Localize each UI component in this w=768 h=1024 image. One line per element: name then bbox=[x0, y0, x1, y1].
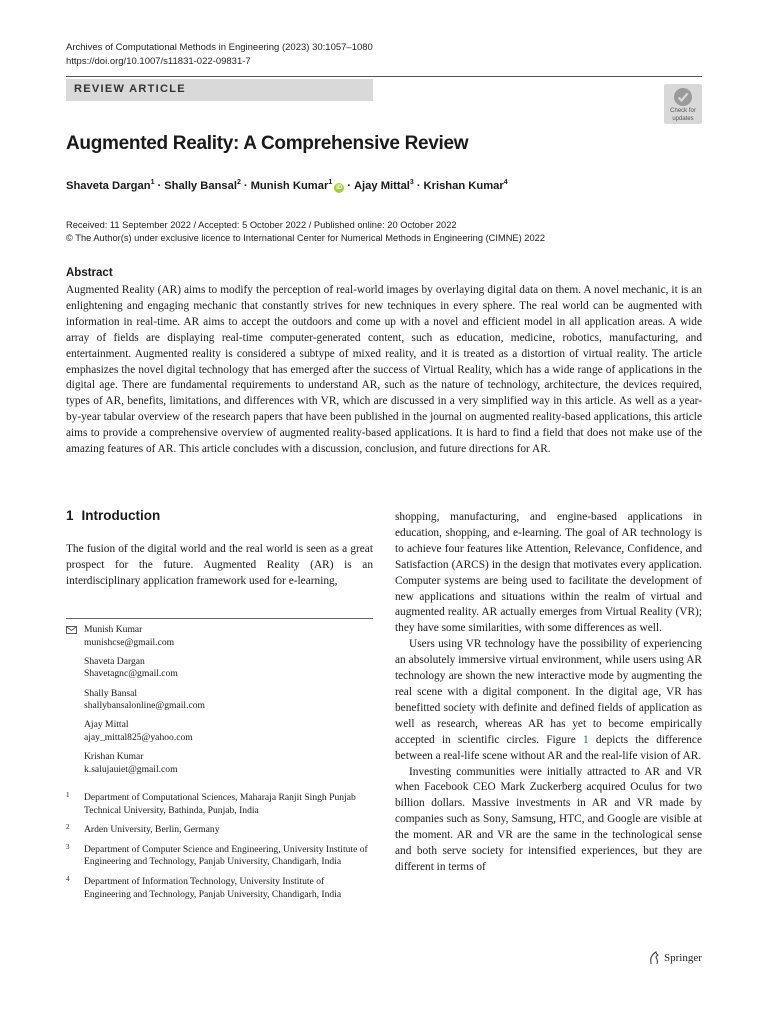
affiliation-text: Arden University, Berlin, Germany bbox=[84, 824, 220, 836]
author-affiliation-mark: 4 bbox=[503, 179, 508, 186]
badge-text-line2: updates bbox=[672, 115, 694, 122]
paragraph-text: depicts the difference between a real-life scene without AR and the real-life vision of AR. bbox=[395, 733, 702, 762]
figure-reference-link[interactable]: 1 bbox=[583, 733, 589, 746]
affiliation-number: 1 bbox=[66, 791, 70, 799]
affiliation-item bbox=[66, 792, 373, 817]
copyright-line: © The Author(s) under exclusive licence to International Center for Numerical Methods in Engineering (CIMNE) 2022 bbox=[66, 233, 545, 243]
affiliation-number: 4 bbox=[66, 874, 70, 883]
orcid-icon[interactable]: iD bbox=[336, 185, 343, 191]
contact-name: Munish Kumar bbox=[84, 624, 143, 635]
intro-paragraph-left: The fusion of the digital world and the real world is seen as a great prospect for the future. Augmented Reality (AR) is an interdisciplinary application framework used for e-learning, bbox=[66, 543, 373, 587]
contact-name: Ajay Mittal bbox=[84, 719, 129, 731]
doi-link[interactable]: https://doi.org/10.1007/s11831-022-09831-7 bbox=[66, 56, 251, 67]
footnote-rule bbox=[66, 618, 373, 619]
affiliation-number: 3 bbox=[66, 842, 70, 851]
publisher-logo bbox=[648, 951, 702, 965]
author-affiliation-mark: 2 bbox=[236, 179, 241, 186]
intro-paragraph: Investing communities were initially attracted to AR and VR when Facebook CEO Mark Zuckerberg acquired Oculus for two billion dollars. Massive investments in AR and VR made by companies such as Sony, Samsung, HTC, and Google are visible at the moment. AR and VR are the same in the technological sense and both serve society for intensified experiences, but they are different in terms of bbox=[395, 765, 702, 873]
publisher-name: Springer bbox=[664, 952, 702, 964]
contact-email[interactable]: munishcse@gmail.com bbox=[84, 636, 175, 648]
author-affiliation-mark: 3 bbox=[409, 179, 414, 186]
affiliation-number: 2 bbox=[66, 823, 70, 832]
article-title: Augmented Reality: A Comprehensive Review bbox=[66, 133, 469, 154]
intro-paragraph bbox=[395, 637, 702, 764]
author-name[interactable]: Shally Bansal bbox=[164, 180, 237, 192]
affiliation-list bbox=[66, 792, 373, 908]
contact-item bbox=[84, 624, 374, 649]
history-dates: Received: 11 September 2022 / Accepted: 5 October 2022 / Published online: 20 October 2022 bbox=[66, 220, 457, 230]
contact-item bbox=[84, 719, 374, 744]
check-updates-icon bbox=[673, 87, 693, 107]
section-heading bbox=[66, 508, 160, 523]
author-affiliation-mark: 1 bbox=[328, 179, 333, 186]
contact-email[interactable]: k.salujauiet@gmail.com bbox=[84, 763, 178, 775]
contact-name: Krishan Kumar bbox=[84, 751, 144, 763]
contact-name: Shaveta Dargan bbox=[84, 655, 145, 667]
contact-item bbox=[84, 688, 374, 713]
affiliation-text: Department of Information Technology, University Institute of Engineering and Technology, Panjab University, Chandigarh, India bbox=[84, 875, 342, 900]
affiliation-text: Department of Computational Sciences, Maharaja Ranjit Singh Punjab Technical University, Bathinda, Punjab, India bbox=[84, 792, 356, 816]
abstract-heading: Abstract bbox=[66, 267, 113, 279]
author-list: Shaveta Dargan$^1$ · Shally Bansal$^2$ · Munish Kumar$^1$iD · Ajay Mittal$^3$ · Krishan Kumar$^4$ bbox=[66, 179, 508, 192]
author-name[interactable]: Shaveta Dargan bbox=[66, 180, 151, 192]
author-affiliation-mark: 1 bbox=[150, 179, 155, 186]
affiliation-item bbox=[66, 844, 373, 869]
contact-email[interactable]: Shavetagnc@gmail.com bbox=[84, 668, 178, 680]
author-name[interactable]: Munish Kumar bbox=[250, 180, 329, 192]
springer-horse-icon bbox=[648, 951, 660, 965]
intro-right-column bbox=[395, 510, 702, 876]
publication-dates bbox=[66, 219, 545, 245]
badge-text-line1: Check for bbox=[670, 108, 696, 114]
contact-list bbox=[84, 624, 374, 783]
contact-name: Shally Bansal bbox=[84, 687, 138, 699]
contact-email[interactable]: shallybansalonline@gmail.com bbox=[84, 700, 206, 712]
author-name[interactable]: Ajay Mittal bbox=[353, 180, 410, 192]
intro-paragraph: shopping, manufacturing, and engine-based applications in education, shopping, and e-learning. The goal of AR technology is to achieve four features like Attention, Relevance, Confidence, and Satisfaction (ARCS) in the design that motivates every application. Computer systems are being used to facilitate the development of new applications and situations within the realm of virtual and augmented reality. AR actually emerges from Virtual Reality (VR); they have some similarities, with some differences as well. bbox=[395, 511, 702, 635]
contact-item bbox=[84, 656, 374, 681]
journal-citation: Archives of Computational Methods in Engineering (2023) 30:1057–1080 bbox=[66, 42, 373, 53]
section-title: Introduction bbox=[81, 508, 161, 523]
check-for-updates-badge[interactable] bbox=[664, 84, 702, 124]
article-type-banner: REVIEW ARTICLE bbox=[66, 79, 373, 101]
envelope-icon bbox=[66, 626, 77, 634]
contact-item bbox=[84, 751, 374, 776]
affiliation-item bbox=[66, 876, 373, 901]
affiliation-item bbox=[66, 824, 373, 837]
affiliation-text: Department of Computer Science and Engineering, University Institute of Engineering and Technology, Panjab University, Chandigarh, India bbox=[84, 843, 368, 868]
abstract-text: Augmented Reality (AR) aims to modify the perception of real-world images by overlaying digital data on them. A novel mechanic, it is an enlightening and engaging mechanic that constantly strives for new techniques in every sphere. The real world can be augmented with information in real-time. AR aims to accept the outdoors and come up with a novel and efficient model in all application areas. A wide array of fields are displaying real-time computer-generated content, such as education, medicine, robotics, manufacturing, and entertainment. Augmented reality is considered a subtype of mixed reality, and it is treated as a distortion of virtual reality. The article emphasizes the novel digital technology that has emerged after the success of Virtual Reality, which has a wide range of applications in the digital age. There are fundamental requirements to understand AR, such as the nature of technology, architecture, the devices required, types of AR, benefits, limitations, and differences with VR, which are discussed in a very simplified way in this article. As well as a year-by-year tabular overview of the research papers that have been published in the journal on augmented reality-based applications, this article aims to provide a comprehensive overview of augmented reality-based applications. It is hard to find a field that does not make use of the amazing features of AR. This article concludes with a discussion, conclusion, and future directions for AR. bbox=[66, 284, 702, 456]
contact-email[interactable]: ajay_mittal825@yahoo.com bbox=[84, 731, 193, 743]
author-name[interactable]: Krishan Kumar bbox=[423, 180, 504, 192]
header-rule bbox=[66, 76, 702, 77]
section-number: 1 bbox=[66, 508, 74, 523]
paragraph-text: Users using VR technology have the possibility of experiencing an absolutely immersive virtual environment, while users using AR technology are shown the new interactive mode by augmenting the real scene with a digital component. In the digital age, VR has benefitted society with definite and defined fields of application as well as research, whereas AR has yet to become empirically accepted in scientific circles. Figure bbox=[395, 638, 702, 746]
